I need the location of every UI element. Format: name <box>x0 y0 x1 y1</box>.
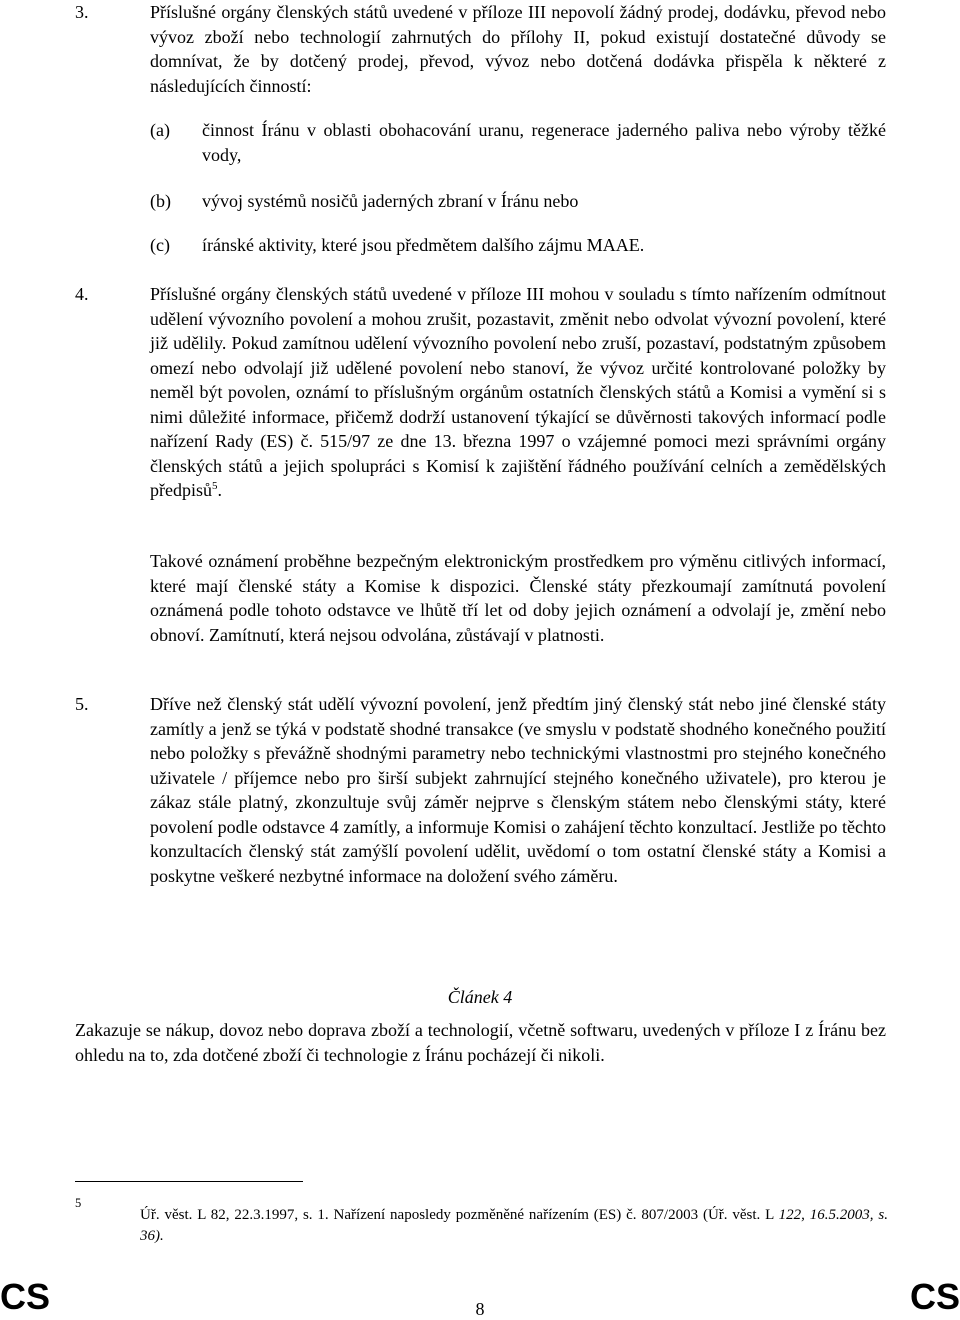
page-number: 8 <box>475 1299 485 1319</box>
item-a-label: (a) <box>150 120 170 140</box>
article-heading: Článek 4 <box>447 987 513 1007</box>
footnote-text <box>140 1205 888 1247</box>
footer-language-right: CS <box>909 1276 960 1317</box>
footnote-citation-italic: 122, 16.5.2003, s. 36). <box>140 1207 888 1244</box>
section-4-end: . <box>217 480 222 500</box>
footnote-citation: Úř. věst. L 82, 22.3.1997, s. 1. Nařízení naposledy pozměněné nařízením (ES) č. 807/2003 (Úř. věst. L <box>140 1207 774 1223</box>
section-4-text <box>150 282 886 503</box>
section-5-number: 5. <box>75 694 89 714</box>
section-3-number: 3. <box>75 2 89 22</box>
section-4-number: 4. <box>75 284 89 304</box>
section-5-text: Dříve než členský stát udělí vývozní povolení, jenž předtím jiný členský stát nebo jiné členské státy zamítly a jenž se týká v podstatě shodné transakce (ve smyslu v podstatě shodného konečného použití nebo položky s převážně shodnými parametry nebo technickými vlastnostmi pro stejného konečného uživatele / příjemce nebo pro širší subjekt zahrnující stejného konečného uživatele), pro kterou je zákaz stále platný, zkonzultuje svůj záměr nejprve s členským státem nebo členskými státy, které povolení podle odstavce 4 zamítly, a informuje Komisi o zahájení těchto konzultací. Jestliže po těchto konzultacích členský stát zamýšlí povolení udělit, uvědomí o tom ostatní členské státy a Komisi a poskytne veškeré nezbytné informace na doložení svého záměru. <box>150 694 886 886</box>
item-b-text: vývoj systémů nosičů jaderných zbraní v Íránu nebo <box>202 191 579 211</box>
section-4-body: Příslušné orgány členských států uvedené v příloze III mohou v souladu s tímto nařízením odmítnout udělení vývozního povolení a mohou zrušit, pozastavit, změnit nebo odvolat vývozní povolení, které již udělily. Pokud zamítnou udělení vývozního povolení nebo zruší, pozastaví, podstatným způsobem omezí nebo odvolají již udělené povolení nebo stanoví, že vývoz určité kontrolované položky by neměl být povolen, oznámí to příslušným orgánům ostatních členských států a Komisi a vymění si s nimi důležité informace, přičemž dodrží ustanovení týkající se důvěrnosti takových informací podle nařízení Rady (ES) č. 515/97 ze dne 13. března 1997 o vzájemné pomoci mezi správními orgány členských států a jejich spolupráci s Komisí k zajištění řádného používání celních a zemědělských předpisů <box>150 284 886 500</box>
item-c-text: íránské aktivity, které jsou předmětem dalšího zájmu MAAE. <box>202 235 645 255</box>
item-b-label: (b) <box>150 191 171 211</box>
footer-language-left: CS <box>0 1276 51 1317</box>
item-c-label: (c) <box>150 235 170 255</box>
item-a-text: činnost Íránu v oblasti obohacování uranu, regenerace jaderného paliva nebo výroby těžké vody, <box>202 120 886 165</box>
footnote-divider <box>75 1181 303 1182</box>
section-4-text-2: Takové oznámení proběhne bezpečným elektronickým prostředkem pro výměnu citlivých informací, které mají členské státy a Komise k dispozici. Členské státy přezkoumají zamítnutá povolení oznámená podle tohoto odstavce ve lhůtě tří let od doby jejich oznámení a odvolají je, změní nebo obnoví. Zamítnutí, která nejsou odvolána, zůstávají v platnosti. <box>150 551 886 645</box>
article-text: Zakazuje se nákup, dovoz nebo doprava zboží a technologií, včetně softwaru, uvedených v příloze I z Íránu bez ohledu na to, zda dotčené zboží či technologie z Íránu pocházejí či nikoli. <box>75 1020 886 1065</box>
section-3-text: Příslušné orgány členských států uvedené v příloze III nepovolí žádný prodej, dodávku, převod nebo vývoz zboží nebo technologií zahrnutých do přílohy II, pokud existují dostatečné důvody se domnívat, že by dotčený prodej, převod, vývoz nebo dotčená dodávka přispěla k některé z následujících činností: <box>150 2 886 96</box>
footnote-reference: 5 <box>212 480 218 492</box>
footnote-number: 5 <box>75 1196 82 1210</box>
